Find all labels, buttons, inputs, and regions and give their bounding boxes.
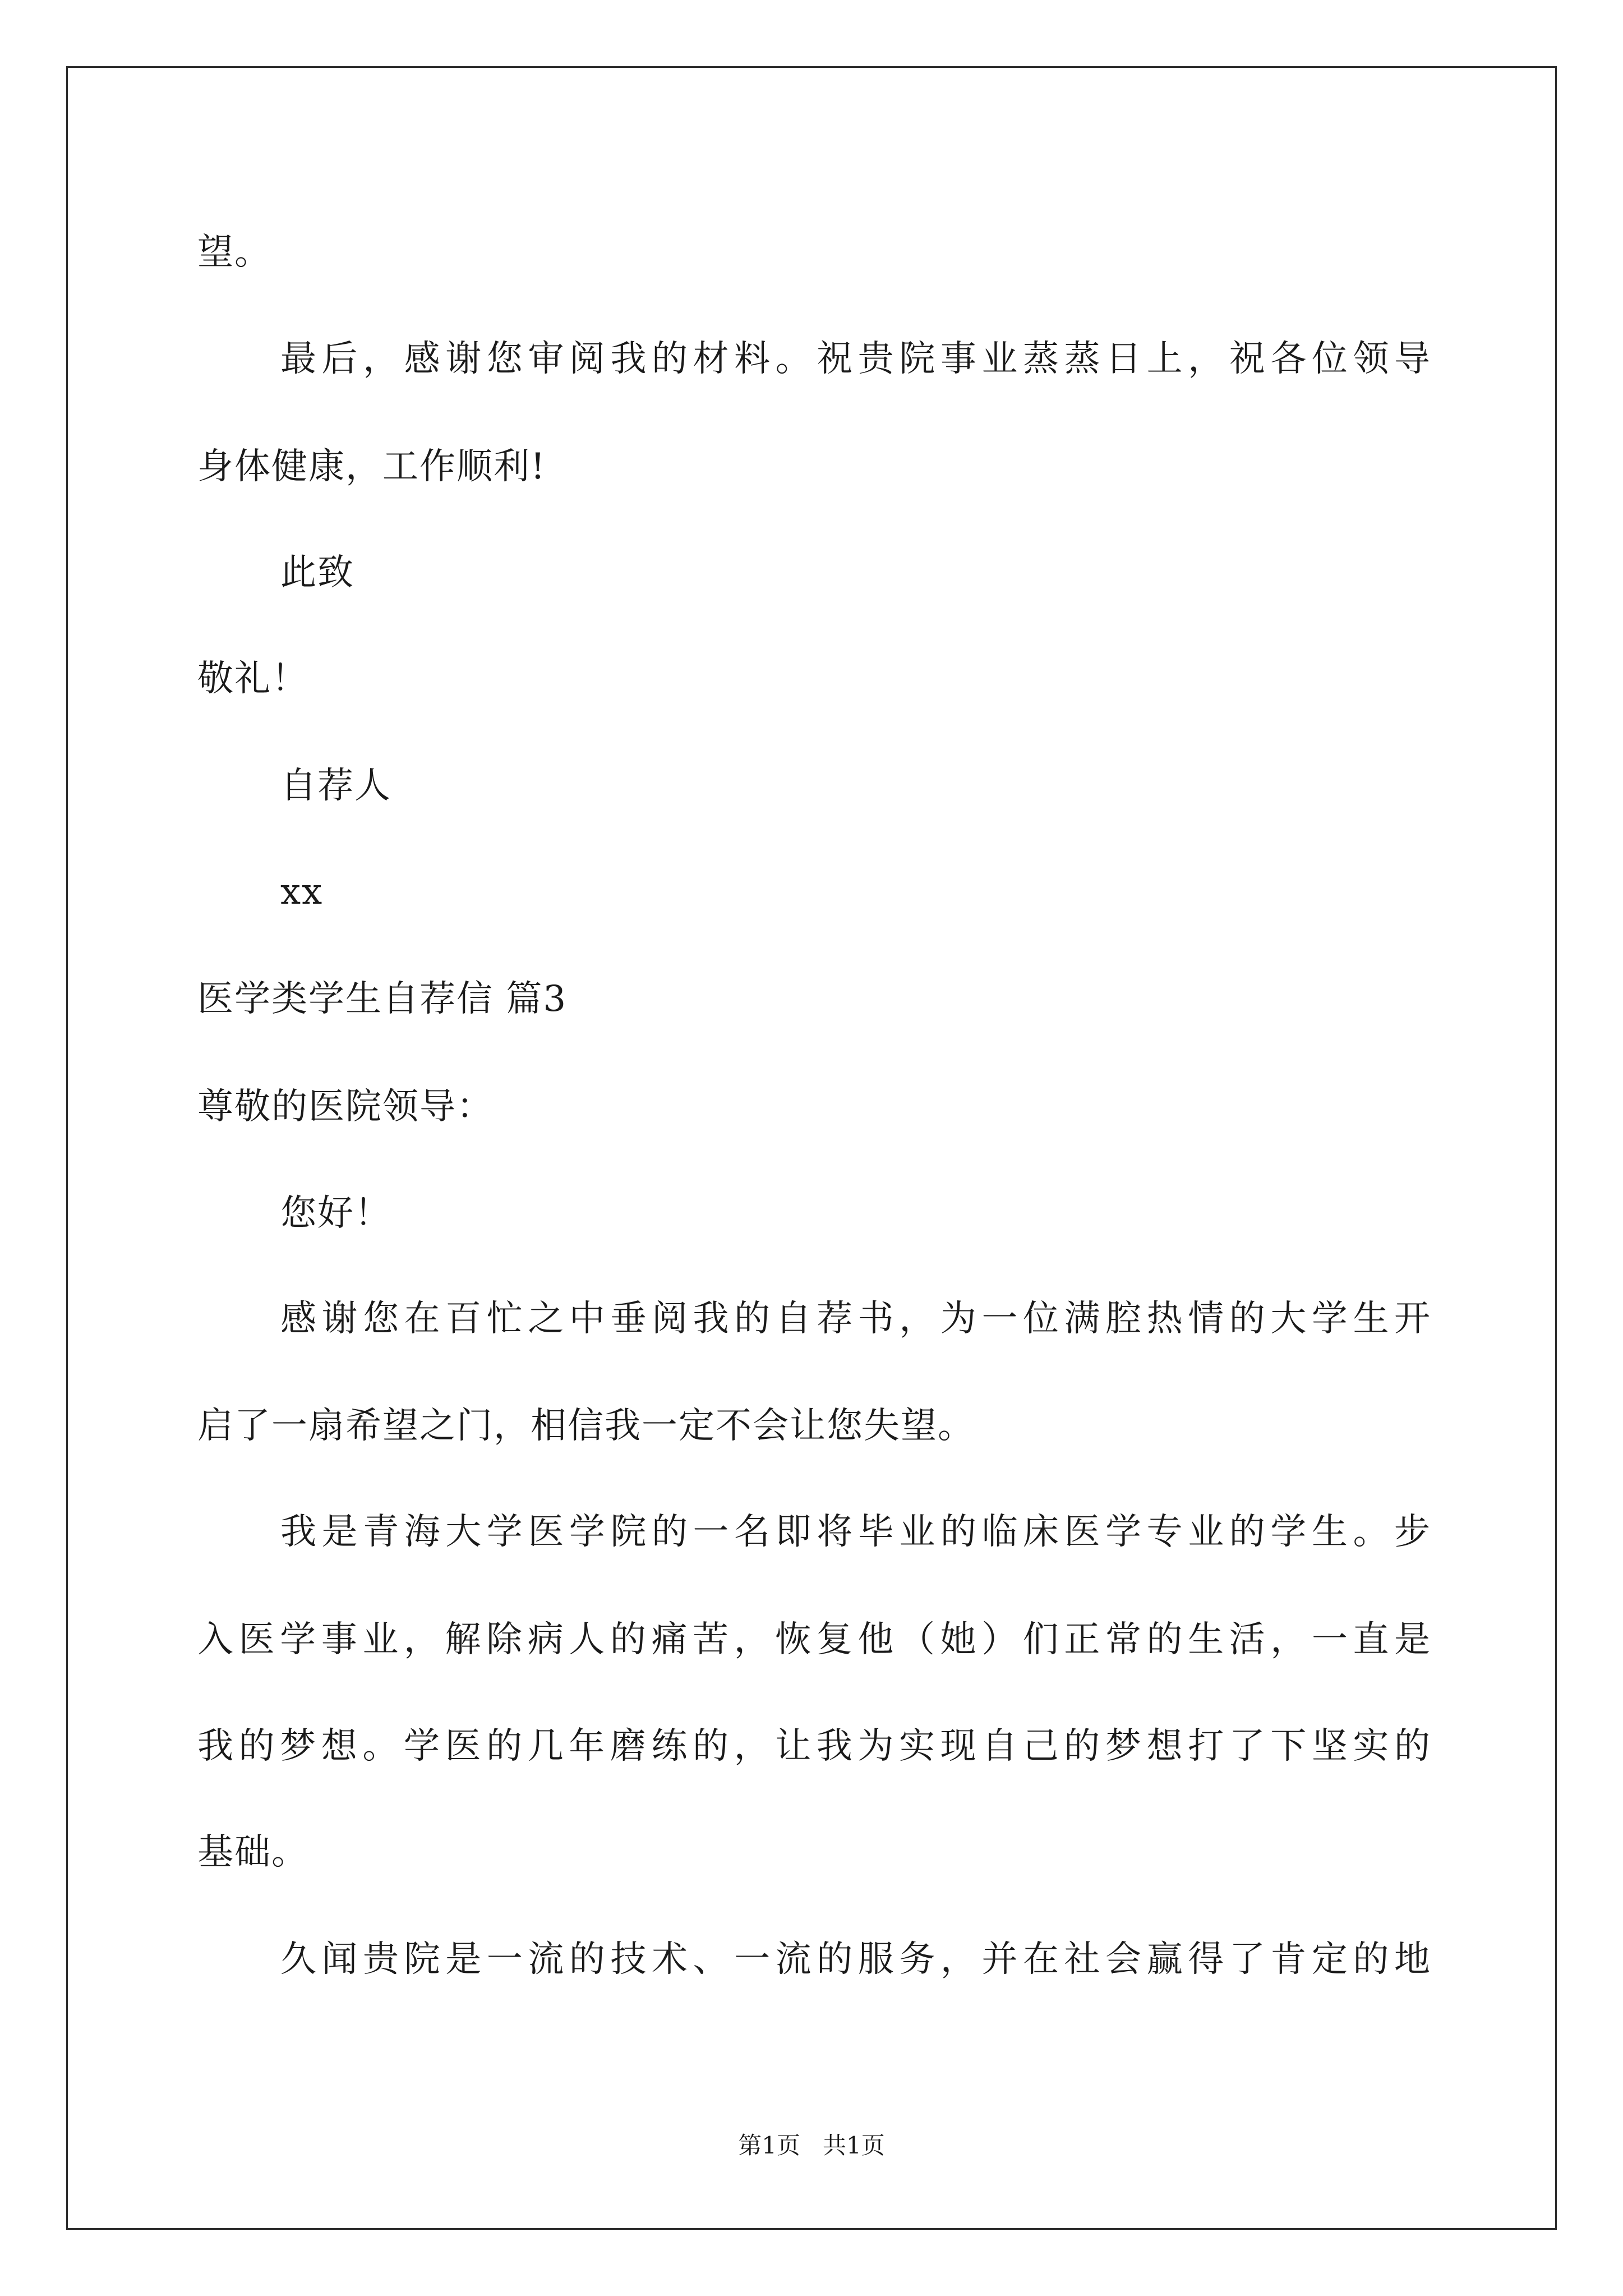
text-line: 自荐人 (280, 765, 391, 807)
page-border (66, 66, 1557, 2230)
text-line: 启了一扇希望之门，相信我一定不会让您失望。 (197, 1405, 975, 1447)
text-line: 望。 (197, 232, 271, 273)
section-heading: 医学类学生自荐信 篇3 (197, 978, 568, 1020)
page-footer: 第1页 共1页 (738, 2132, 885, 2159)
text-line: 敬礼！ (197, 658, 308, 700)
text-line: 我是青海大学医学院的一名即将毕业的临床医学专业的学生。步 (280, 1511, 1431, 1553)
text-line: 我的梦想。学医的几年磨练的，让我为实现自己的梦想打了下坚实的 (197, 1726, 1431, 1767)
text-line: 久闻贵院是一流的技术、一流的服务，并在社会赢得了肯定的地 (280, 1939, 1431, 1980)
text-line: xx (280, 871, 324, 913)
text-line: 最后，感谢您审阅我的材料。祝贵院事业蒸蒸日上，祝各位领导 (280, 338, 1431, 380)
text-line: 感谢您在百忙之中垂阅我的自荐书，为一位满腔热情的大学生开 (280, 1298, 1431, 1340)
text-line: 基础。 (197, 1832, 308, 1873)
text-line: 此致 (280, 552, 354, 593)
text-line: 入医学事业，解除病人的痛苦，恢复他（她）们正常的生活，一直是 (197, 1619, 1431, 1660)
salutation: 尊敬的医院领导： (197, 1086, 494, 1128)
greeting: 您好！ (280, 1193, 391, 1234)
text-line: 身体健康，工作顺利! (197, 446, 546, 487)
